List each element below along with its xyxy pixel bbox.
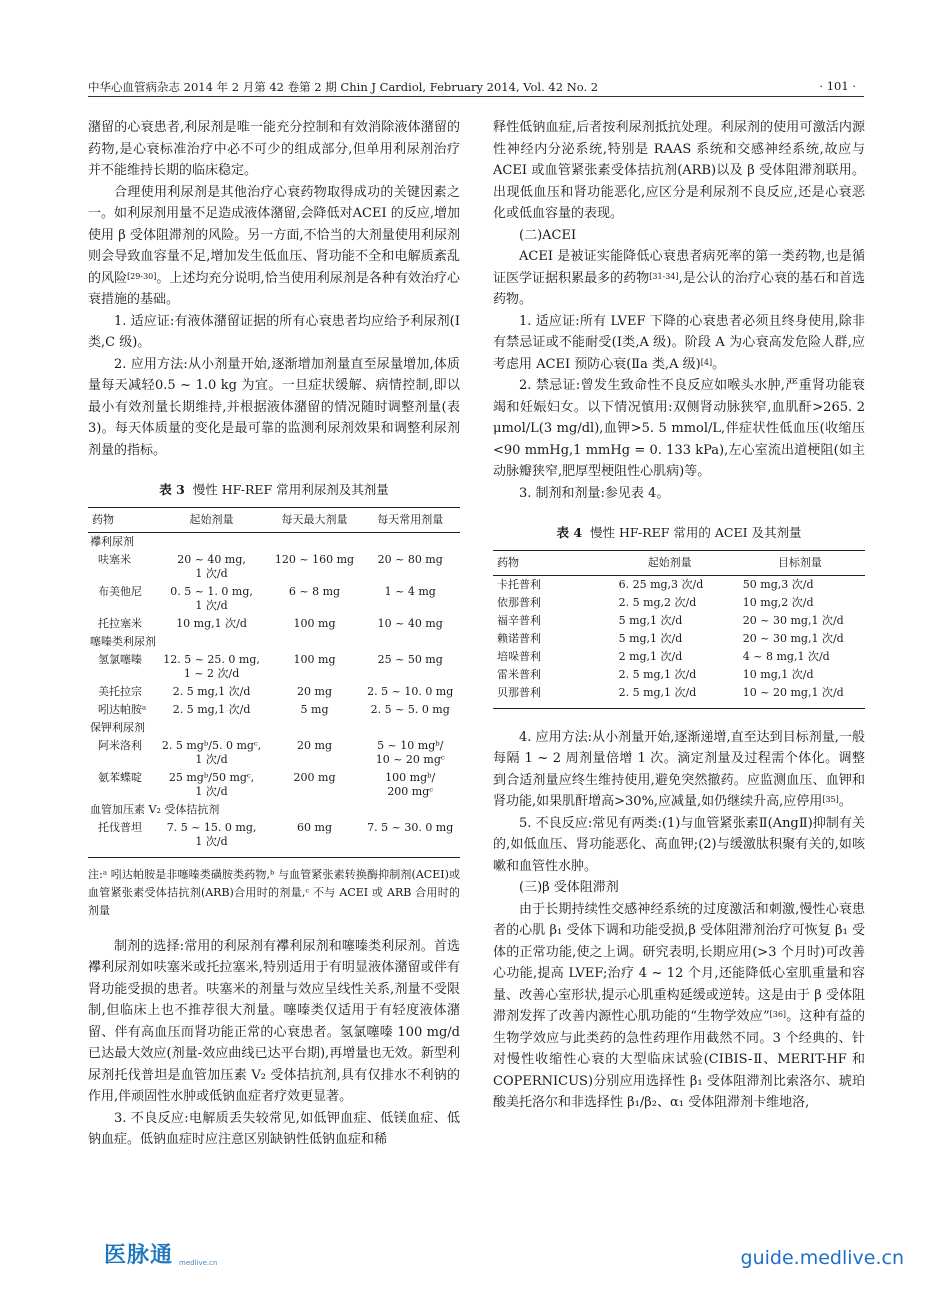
start-dose: 10 mg,1 次/d bbox=[176, 616, 247, 630]
citation: [36] bbox=[769, 1010, 787, 1019]
table-header: 每天最大剂量 bbox=[269, 507, 361, 532]
drug-name: 福辛普利 bbox=[497, 613, 541, 627]
drug-class: 保钾利尿剂 bbox=[90, 720, 145, 734]
right-column bbox=[493, 117, 865, 1114]
left-column bbox=[88, 117, 460, 1151]
table-row bbox=[88, 819, 460, 858]
start-dose: 7. 5 ~ 15. 0 mg, 1 次/d bbox=[155, 819, 269, 858]
usual-dose: 1 ~ 4 mg bbox=[384, 584, 436, 598]
start-dose: 2. 5 mg,2 次/d bbox=[618, 595, 697, 609]
paragraph: 由于长期持续性交感神经系统的过度激活和刺激,慢性心衰患者的心肌 β₁ 受体下调和功能受损,β 受体阻滞剂治疗可恢复 β₁ 受体的正常功能,使之上调。研究表明,长期应用(>3 个月时)可改善心功能,提高 LVEF;治疗 4 ~ 12 个月,还能降低心室肌重量和容量、改善心室形状,提示心肌重构延缓或逆转。这是由于 β 受体阻滞剂发挥了改善内源性心肌功能的“生物学效应”[36]。这种有益的生物学效应与此类药的急性药理作用截然不同。3 个经典的、针对慢性收缩性心衰的大型临床试验(CIBIS-Ⅱ、MERIT-HF 和 COPERNICUS)分别应用选择性 β₁ 受体阻滞剂比索洛尔、琥珀酸美托洛尔和非选择性 β₁/β₂、α₁ 受体阻滞剂卡维地洛, bbox=[493, 901, 865, 1110]
drug-name: 呋塞米 bbox=[98, 552, 131, 566]
paragraph: 5. 不良反应:常见有两类:(1)与血管紧张素Ⅱ(AngⅡ)抑制有关的,如低血压、肾功能恶化、高血钾;(2)与缓激肽积聚有关的,如咳嗽和血管性水肿。 bbox=[493, 815, 865, 874]
start-dose: 2 mg,1 次/d bbox=[618, 649, 683, 663]
drug-name: 氢氯噻嗪 bbox=[98, 652, 142, 666]
table-3-note: 注:ᵃ 吲达帕胺是非噻嗪类磺胺类药物,ᵇ 与血管紧张素转换酶抑制剂(ACEI)或血管紧张素受体拮抗剂(ARB)合用时的剂量,ᶜ 不与 ACEI 或 ARB 合用时的剂量 bbox=[88, 867, 460, 917]
table-row bbox=[88, 701, 460, 719]
header-rule bbox=[88, 96, 864, 97]
drug-name: 美托拉宗 bbox=[98, 684, 142, 698]
start-dose: 2. 5 mgᵇ/5. 0 mgᶜ, 1 次/d bbox=[161, 738, 262, 766]
start-dose: 2. 5 mg,1 次/d bbox=[618, 667, 697, 681]
paragraph: 合理使用利尿剂是其他治疗心衰药物取得成功的关键因素之一。如利尿剂用量不足造成液体潴留,会降低对ACEI 的反应,增加使用 β 受体阻滞剂的风险。另一方面,不恰当的大剂量使用利尿剂则会导致血容量不足,增加发生低血压、肾功能不全和电解质紊乱的风险[29-30]。上述均充分说明,恰当使用利尿剂是各种有效治疗心衰措施的基础。 bbox=[88, 184, 460, 307]
max-dose: 100 mg bbox=[293, 616, 336, 630]
paragraph: 潴留的心衰患者,利尿剂是唯一能充分控制和有效消除液体潴留的药物,是心衰标准治疗中必不可少的组成部分,但单用利尿剂治疗并不能维持长期的临床稳定。 bbox=[88, 120, 460, 178]
drug-name: 托伐普坦 bbox=[88, 819, 155, 858]
drug-name: 托拉塞米 bbox=[98, 616, 142, 630]
usual-dose: 2. 5 ~ 10. 0 mg bbox=[367, 684, 454, 698]
table-header: 起始剂量 bbox=[605, 550, 735, 575]
target-dose: 10 mg,2 次/d bbox=[742, 595, 814, 609]
target-dose: 20 ~ 30 mg,1 次/d bbox=[742, 613, 844, 627]
table-header: 起始剂量 bbox=[155, 507, 269, 532]
max-dose: 100 mg bbox=[293, 652, 336, 666]
drug-name: 氨苯蝶啶 bbox=[98, 770, 142, 784]
drug-name: 依那普利 bbox=[497, 595, 541, 609]
max-dose: 60 mg bbox=[269, 819, 361, 858]
paragraph: 4. 应用方法:从小剂量开始,逐渐递增,直至达到目标剂量,一般每隔 1 ~ 2 周剂量倍增 1 次。滴定剂量及过程需个体化。调整到合适剂量应终生维持使用,避免突然撤药。应监测血压、血钾和肾功能,如果肌酐增高>30%,应减量,如仍继续升高,应停用[35]。 bbox=[493, 729, 865, 809]
table-header: 目标剂量 bbox=[735, 550, 865, 575]
drug-name: 培哚普利 bbox=[497, 649, 541, 663]
target-dose: 4 ~ 8 mg,1 次/d bbox=[742, 649, 830, 663]
table-row bbox=[88, 615, 460, 633]
max-dose: 200 mg bbox=[293, 770, 336, 784]
table-row bbox=[88, 583, 460, 615]
medlive-logo[interactable] bbox=[104, 1238, 217, 1269]
section-heading: (三)β 受体阻滞剂 bbox=[519, 880, 619, 895]
table-row bbox=[88, 683, 460, 701]
start-dose: 6. 25 mg,3 次/d bbox=[618, 577, 704, 591]
start-dose: 2. 5 mg,1 次/d bbox=[172, 702, 251, 716]
table-row bbox=[88, 551, 460, 583]
start-dose: 12. 5 ~ 25. 0 mg, 1 ~ 2 次/d bbox=[163, 652, 260, 680]
max-dose: 20 mg bbox=[297, 684, 332, 698]
max-dose: 120 ~ 160 mg bbox=[274, 552, 355, 566]
paragraph: 1. 适应证:所有 LVEF 下降的心衰患者必须且终身使用,除非有禁忌证或不能耐受(Ⅰ类,A 级)。阶段 A 为心衰高发危险人群,应考虑用 ACEI 预防心衰(Ⅱa 类,A 级)[4]。 bbox=[493, 313, 865, 372]
logo-subtext: medlive.cn bbox=[179, 1259, 218, 1267]
table-group-row bbox=[88, 719, 460, 737]
table-group-row bbox=[88, 633, 460, 651]
logo-text: 医脉通 bbox=[104, 1243, 174, 1268]
table-header: 药物 bbox=[88, 507, 155, 532]
table-3 bbox=[88, 507, 460, 858]
drug-name: 卡托普利 bbox=[497, 577, 541, 591]
paragraph: 1. 适应证:有液体潴留证据的所有心衰患者均应给予利尿剂(Ⅰ类,C 级)。 bbox=[88, 313, 460, 350]
max-dose: 5 mg bbox=[300, 702, 329, 716]
paragraph: 2. 禁忌证:曾发生致命性不良反应如喉头水肿,严重肾功能衰竭和妊娠妇女。以下情况慎用:双侧肾动脉狭窄,血肌酐>265. 2 μmol/L(3 mg/dl),血钾>5. 5 mmol/L,伴症状性低血压(收缩压<90 mmHg,1 mmHg = 0. 133 kPa),左心室流出道梗阻(如主动脉瓣狭窄,肥厚型梗阻性心肌病)等。 bbox=[493, 378, 865, 479]
drug-name: 赖诺普利 bbox=[497, 631, 541, 645]
usual-dose: 5 ~ 10 mgᵇ/ 10 ~ 20 mgᶜ bbox=[375, 738, 445, 766]
start-dose: 25 mgᵇ/50 mgᶜ, 1 次/d bbox=[168, 770, 255, 798]
max-dose: 6 ~ 8 mg bbox=[288, 584, 341, 598]
table-header: 每天常用剂量 bbox=[360, 507, 460, 532]
table-row bbox=[493, 666, 865, 684]
target-dose: 10 ~ 20 mg,1 次/d bbox=[735, 684, 865, 709]
max-dose: 20 mg bbox=[297, 738, 332, 752]
paragraph: ACEI 是被证实能降低心衰患者病死率的第一类药物,也是循证医学证据积累最多的药物[31-34],是公认的治疗心衰的基石和首选药物。 bbox=[493, 249, 865, 307]
table-row bbox=[88, 651, 460, 683]
citation: [31-34] bbox=[649, 271, 679, 281]
drug-name: 贝那普利 bbox=[493, 684, 605, 709]
journal-header: 中华心血管病杂志 2014 年 2 月第 42 卷第 2 期 Chin J Cardiol, February 2014, Vol. 42 No. 2 bbox=[88, 80, 599, 94]
usual-dose: 7. 5 ~ 30. 0 mg bbox=[360, 819, 460, 858]
drug-class: 噻嗪类利尿剂 bbox=[90, 634, 156, 648]
usual-dose: 2. 5 ~ 5. 0 mg bbox=[370, 702, 450, 716]
start-dose: 5 mg,1 次/d bbox=[618, 631, 683, 645]
section-heading: (二)ACEI bbox=[519, 227, 577, 243]
target-dose: 10 mg,1 次/d bbox=[742, 667, 814, 681]
table-row bbox=[88, 737, 460, 769]
target-dose: 50 mg,3 次/d bbox=[742, 577, 814, 591]
citation: [29-30] bbox=[127, 271, 157, 281]
table-row bbox=[88, 769, 460, 801]
table-header: 药物 bbox=[493, 550, 605, 575]
table-row bbox=[493, 684, 865, 709]
table-4 bbox=[493, 550, 865, 709]
usual-dose: 100 mgᵇ/ 200 mgᶜ bbox=[385, 770, 436, 798]
paragraph: 制剂的选择:常用的利尿剂有襻利尿剂和噻嗪类利尿剂。首选襻利尿剂如呋塞米或托拉塞米,特别适用于有明显液体潴留或伴有肾功能受损的患者。呋塞米的剂量与效应呈线性关系,剂量不受限制,但临床上也不推荐很大剂量。噻嗪类仅适用于有轻度液体潴留、伴有高血压而肾功能正常的心衰患者。氢氯噻嗪 100 mg/d 已达最大效应(剂量-效应曲线已达平台期),再增量也无效。新型利尿剂托伐普坦是血管加压素 V₂ 受体拮抗剂,具有仅排水不利钠的作用,伴顽固性水肿或低钠血症者疗效更显著。 bbox=[88, 938, 460, 1104]
usual-dose: 25 ~ 50 mg bbox=[377, 652, 443, 666]
start-dose: 5 mg,1 次/d bbox=[618, 613, 683, 627]
drug-class: 襻利尿剂 bbox=[90, 534, 134, 548]
paragraph: 释性低钠血症,后者按利尿剂抵抗处理。利尿剂的使用可激活内源性神经内分泌系统,特别是 RAAS 系统和交感神经系统,故应与 ACEI 或血管紧张素受体拮抗剂(ARB)以及 β 受体阻滞剂联用。出现低血压和肾功能恶化,应区分是利尿剂不良反应,还是心衰恶化或低血容量的表现。 bbox=[493, 120, 865, 221]
drug-name: 阿米洛利 bbox=[98, 738, 142, 752]
start-dose: 0. 5 ~ 1. 0 mg, 1 次/d bbox=[170, 584, 253, 612]
footer-url-link[interactable]: guide.medlive.cn bbox=[740, 1247, 904, 1269]
paragraph: 3. 不良反应:电解质丢失较常见,如低钾血症、低镁血症、低钠血症。低钠血症时应注意区别缺钠性低钠血症和稀 bbox=[88, 1110, 460, 1147]
table-row bbox=[493, 648, 865, 666]
drug-class: 血管加压素 V₂ 受体拮抗剂 bbox=[90, 802, 220, 816]
table-group-row bbox=[88, 801, 460, 819]
table-4-caption: 表 4 慢性 HF-REF 常用的 ACEI 及其剂量 bbox=[556, 525, 802, 540]
start-dose: 2. 5 mg,1 次/d bbox=[172, 684, 251, 698]
paragraph: 3. 制剂和剂量:参见表 4。 bbox=[519, 485, 670, 501]
table-row bbox=[493, 630, 865, 648]
table-row bbox=[493, 612, 865, 630]
citation: [4] bbox=[700, 357, 713, 367]
drug-name: 雷米普利 bbox=[497, 667, 541, 681]
drug-name: 布美他尼 bbox=[98, 584, 142, 598]
drug-name: 吲达帕胺ᵃ bbox=[98, 702, 147, 716]
table-group-row bbox=[88, 532, 460, 551]
target-dose: 20 ~ 30 mg,1 次/d bbox=[742, 631, 844, 645]
table-row bbox=[493, 594, 865, 612]
start-dose: 20 ~ 40 mg, 1 次/d bbox=[177, 552, 246, 580]
paragraph: 2. 应用方法:从小剂量开始,逐渐增加剂量直至尿量增加,体质量每天减轻0.5 ~ 1.0 kg 为宜。一旦症状缓解、病情控制,即以最小有效剂量长期维持,并根据液体潴留的情况随时调整剂量(表 3)。每天体质量的变化是最可靠的监测利尿剂效果和调整利尿剂剂量的指标。 bbox=[88, 356, 460, 458]
table-row bbox=[493, 575, 865, 594]
usual-dose: 20 ~ 80 mg bbox=[377, 552, 443, 566]
start-dose: 2. 5 mg,1 次/d bbox=[605, 684, 735, 709]
citation: [35] bbox=[822, 795, 839, 804]
usual-dose: 10 ~ 40 mg bbox=[377, 616, 443, 630]
page-number: · 101 · bbox=[819, 79, 856, 93]
table-3-caption: 表 3 慢性 HF-REF 常用利尿剂及其剂量 bbox=[159, 482, 389, 497]
